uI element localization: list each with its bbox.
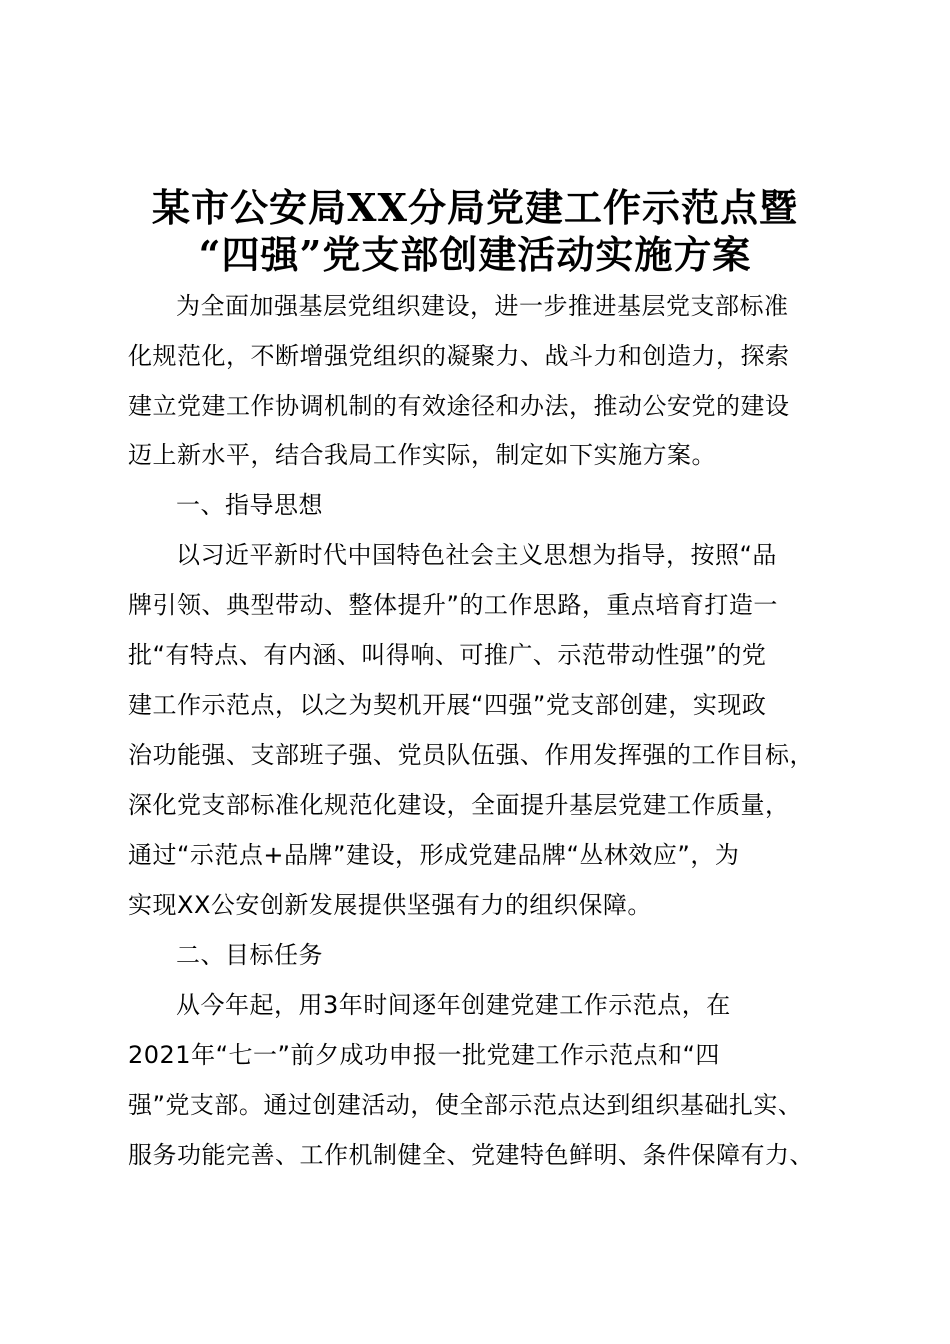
section2-line: 服务功能完善、工作机制健全、党建特色鲜明、条件保障有力、 (128, 1141, 814, 1169)
section1-line: 实现XX公安创新发展提供坚强有力的组织保障。 (128, 891, 652, 919)
intro-line: 化规范化，不断增强党组织的凝聚力、战斗力和创造力，探索 (128, 342, 790, 370)
document-title-line-1: 某市公安局XX分局党建工作示范点暨 (152, 185, 798, 230)
section1-line: 以习近平新时代中国特色社会主义思想为指导，按照“品 (176, 541, 777, 569)
section1-line: 牌引领、典型带动、整体提升”的工作思路，重点培育打造一 (128, 591, 778, 619)
section1-line: 治功能强、支部班子强、党员队伍强、作用发挥强的工作目标， (128, 741, 814, 769)
section1-line: 批“有特点、有内涵、叫得响、可推广、示范带动性强”的党 (128, 641, 767, 669)
document-title-line-2: “四强”党支部创建活动实施方案 (198, 232, 752, 277)
section2-line: 从今年起，用3年时间逐年创建党建工作示范点，在 (176, 991, 731, 1019)
section-heading-goals-tasks: 二、目标任务 (176, 941, 323, 969)
section2-line: 强”党支部。通过创建活动，使全部示范点达到组织基础扎实、 (128, 1091, 803, 1119)
intro-line: 为全面加强基层党组织建设，进一步推进基层党支部标准 (176, 292, 789, 320)
section1-line: 深化党支部标准化规范化建设，全面提升基层党建工作质量， (128, 791, 790, 819)
section1-line: 建工作示范点，以之为契机开展“四强”党支部创建，实现政 (128, 691, 767, 719)
intro-line: 迈上新水平，结合我局工作实际，制定如下实施方案。 (128, 441, 716, 469)
section2-line: 2021年“七一”前夕成功申报一批党建工作示范点和“四 (128, 1041, 720, 1069)
section1-line: 通过“示范点+品牌”建设，形成党建品牌“丛林效应”，为 (128, 841, 740, 869)
intro-line: 建立党建工作协调机制的有效途径和办法，推动公安党的建设 (128, 392, 790, 420)
section-heading-guiding-ideology: 一、指导思想 (176, 491, 323, 519)
